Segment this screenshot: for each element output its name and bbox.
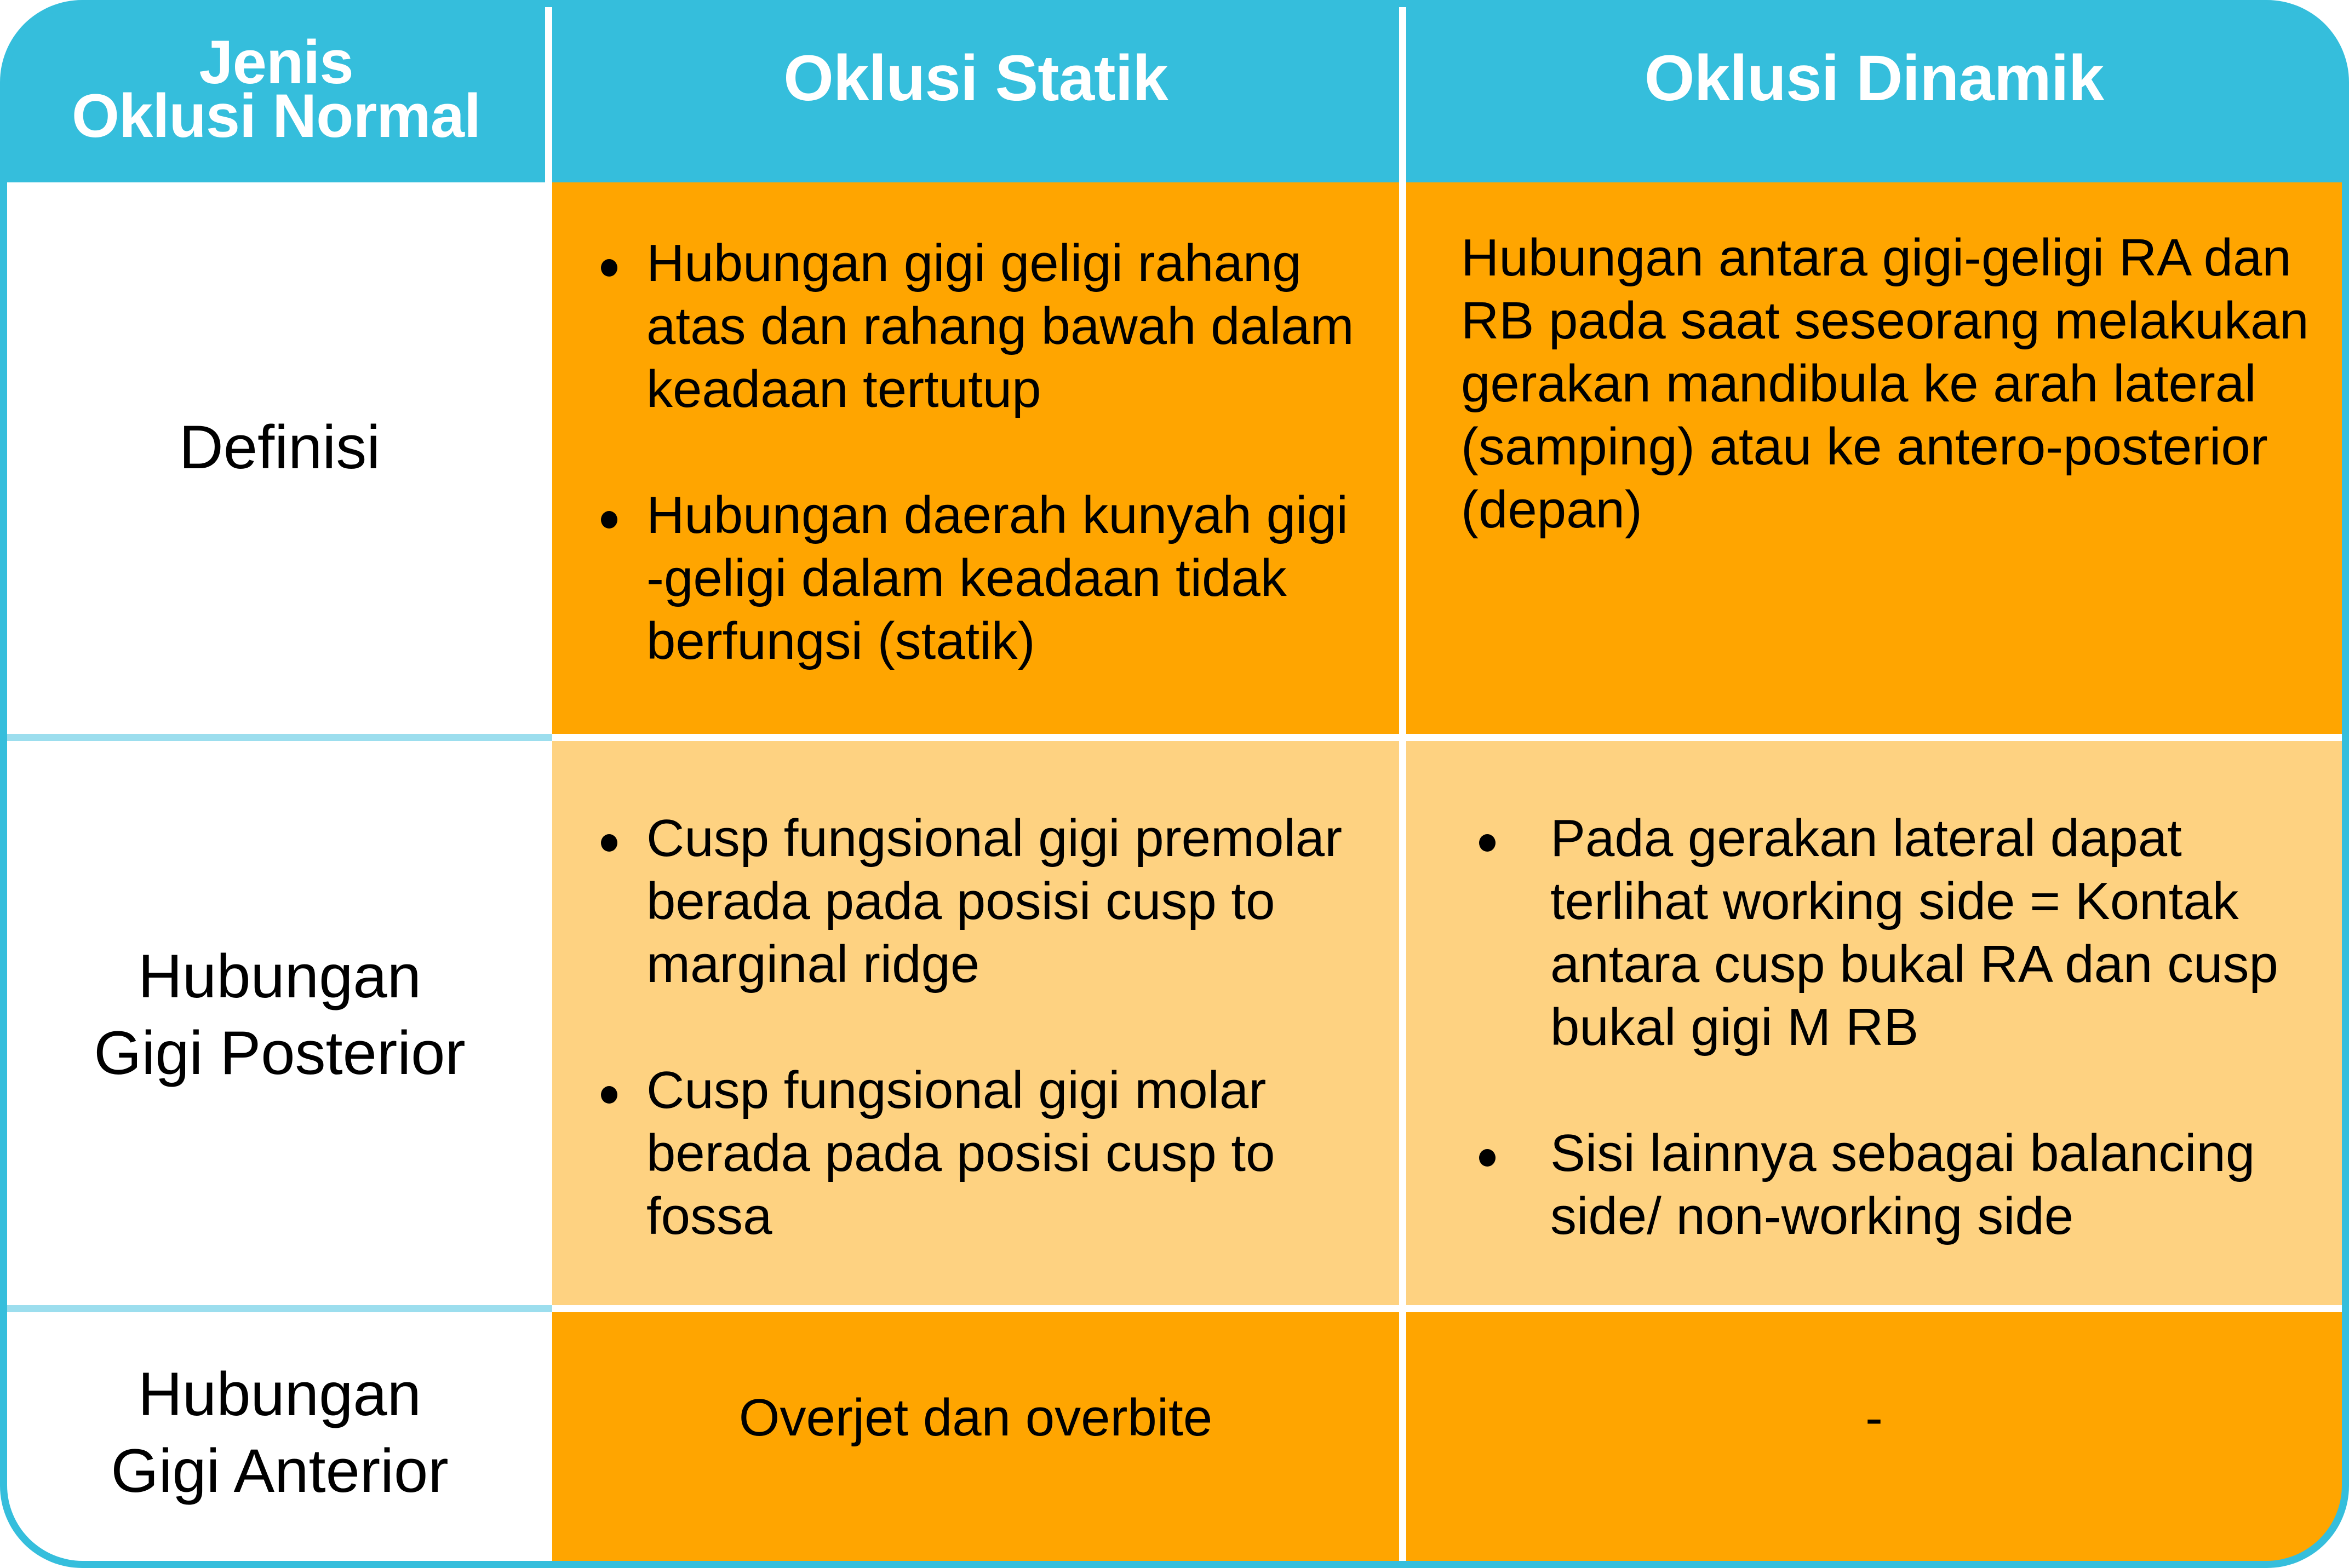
list-item: Hubungan gigi geligi rahang atas dan rahang bawah dalam keadaan tertutup bbox=[646, 232, 1377, 421]
definisi-dinamik-text: Hubungan antara gigi-geligi RA dan RB pada saat seseorang melakukan gerakan mandibula ke arah lateral (samping) atau ke antero-posterior (depan) bbox=[1461, 228, 2309, 539]
header-cell-type bbox=[7, 7, 545, 182]
header-cell-dinamik bbox=[1406, 7, 2342, 182]
header-divider bbox=[545, 7, 552, 182]
bullet-icon bbox=[1479, 834, 1496, 852]
cell-definisi-dinamik bbox=[1406, 182, 2342, 734]
bullet-icon bbox=[601, 1086, 617, 1104]
header-type-line2: Oklusi Normal bbox=[71, 82, 481, 150]
row-label-line1: Hubungan bbox=[138, 942, 421, 1010]
bullet-icon bbox=[601, 834, 617, 852]
header-cell-statik bbox=[552, 7, 1399, 182]
header-divider bbox=[1399, 7, 1406, 182]
header-statik-label: Oklusi Statik bbox=[783, 42, 1168, 114]
list-item: Pada gerakan lateral dapat terlihat working side = Kontak antara cusp bukal RA dan cusp bukal gigi M RB bbox=[1550, 807, 2320, 1059]
row-label-definisi bbox=[7, 182, 552, 734]
list-item: Sisi lainnya sebagai balancing side/ non-working side bbox=[1550, 1122, 2320, 1248]
row-divider bbox=[7, 1305, 552, 1312]
cell-anterior-dinamik bbox=[1406, 1312, 2342, 1561]
row-label-posterior bbox=[7, 741, 552, 1305]
anterior-statik-text: Overjet dan overbite bbox=[738, 1388, 1213, 1447]
bullet-list bbox=[1406, 741, 2342, 1248]
comparison-table bbox=[7, 7, 2342, 1561]
bullet-list bbox=[552, 741, 1399, 1248]
bullet-icon bbox=[601, 511, 617, 529]
row-label-line1: Definisi bbox=[179, 412, 381, 481]
cell-posterior-statik bbox=[552, 741, 1399, 1305]
row-label-line1: Hubungan bbox=[138, 1360, 421, 1428]
cell-anterior-statik bbox=[552, 1312, 1399, 1561]
row-label-line2: Gigi Posterior bbox=[94, 1019, 466, 1087]
row-label-anterior bbox=[7, 1312, 552, 1561]
header-dinamik-label: Oklusi Dinamik bbox=[1644, 42, 2104, 114]
bullet-icon bbox=[601, 259, 617, 277]
cell-definisi-statik bbox=[552, 182, 1399, 734]
list-item: Cusp fungsional gigi premolar berada pada posisi cusp to marginal ridge bbox=[646, 807, 1377, 996]
row-divider bbox=[552, 1305, 2342, 1312]
list-item: Cusp fungsional gigi molar berada pada posisi cusp to fossa bbox=[646, 1059, 1377, 1248]
column-divider bbox=[1399, 182, 1406, 734]
column-divider bbox=[1399, 1312, 1406, 1561]
cell-posterior-dinamik bbox=[1406, 741, 2342, 1305]
column-divider bbox=[1399, 741, 1406, 1305]
row-label-line2: Gigi Anterior bbox=[111, 1437, 449, 1505]
list-item: Hubungan daerah kunyah gigi -geligi dalam keadaan tidak berfungsi (statik) bbox=[646, 484, 1377, 673]
header-type-line1: Jenis bbox=[199, 28, 353, 96]
row-divider bbox=[7, 734, 552, 741]
bullet-list bbox=[552, 182, 1399, 673]
bullet-icon bbox=[1479, 1149, 1496, 1167]
anterior-dinamik-text: - bbox=[1865, 1388, 1883, 1447]
row-divider bbox=[552, 734, 2342, 741]
